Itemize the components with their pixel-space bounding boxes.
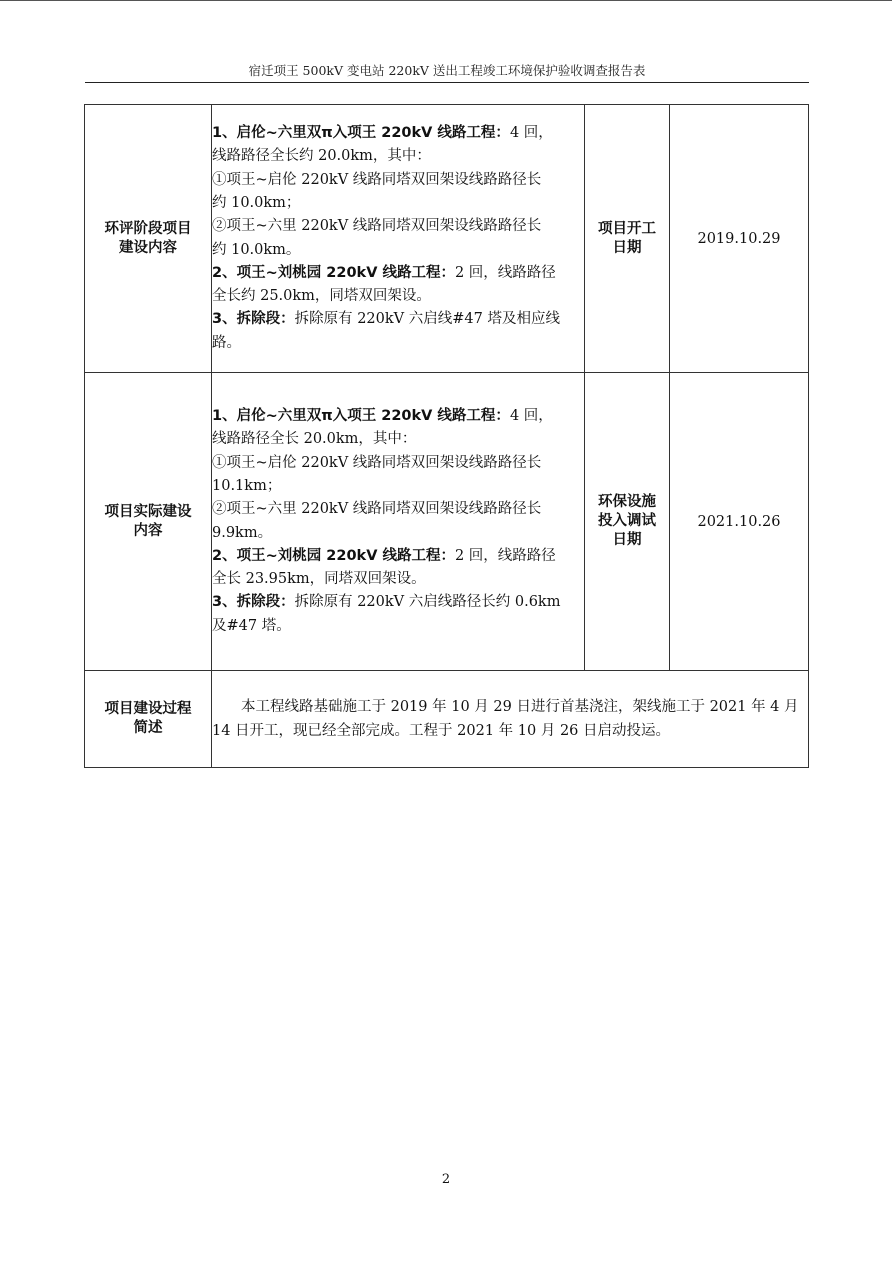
item-text: ②项王~六里 220kV 线路同塔双回架设线路路径长: [212, 501, 542, 518]
process-summary-content: [212, 671, 809, 768]
start-date-label: [585, 105, 670, 373]
row-label-eia-stage: [85, 105, 212, 373]
item-heading: 3、拆除段：: [212, 594, 295, 611]
item-heading: 1、启伦~六里双π入项王 220kV 线路工程：: [212, 408, 510, 425]
label-line: 日期: [612, 239, 642, 256]
item-text: 约 10.0km；: [212, 194, 301, 211]
item-text: ②项王~六里 220kV 线路同塔双回架设线路路径长: [212, 218, 542, 235]
table-row-process-summary: [85, 671, 809, 768]
project-info-table: [84, 104, 809, 768]
label-line: 建设内容: [119, 239, 177, 256]
item-text: ①项王~启伦 220kV 线路同塔双回架设线路路径长: [212, 454, 542, 471]
content-line: [212, 428, 584, 451]
item-text: 2 回，线路路径: [454, 264, 556, 281]
item-text: 全长 23.95km，同塔双回架设。: [212, 571, 426, 588]
report-header-title: 宿迁项王 500kV 变电站 220kV 送出工程竣工环境保护验收调查报告表: [248, 63, 646, 78]
row-label-process-summary: [85, 671, 212, 768]
item-text: 线路路径全长约 20.0km，其中：: [212, 148, 431, 165]
item-text: 4 回，: [509, 125, 553, 142]
content-line: [212, 452, 584, 475]
content-line: [212, 122, 584, 145]
item-text: 线路路径全长 20.0km，其中：: [212, 431, 417, 448]
header-rule: [85, 82, 809, 83]
item-heading: 2、项王~刘桃园 220kV 线路工程：: [212, 264, 455, 281]
label-line: 项目开工: [598, 220, 656, 237]
item-text: 拆除原有 220kV 六启线#47 塔及相应线: [294, 311, 560, 328]
item-heading: 3、拆除段：: [212, 311, 295, 328]
row-label-actual-construction: [85, 373, 212, 671]
item-text: 全长约 25.0km，同塔双回架设。: [212, 288, 431, 305]
label-line: 环评阶段项目: [104, 220, 192, 237]
table-row-actual-construction: [85, 373, 809, 671]
item-text: 2 回，线路路径: [454, 547, 556, 564]
content-line: [212, 215, 584, 238]
item-heading: 1、启伦~六里双π入项王 220kV 线路工程：: [212, 125, 510, 142]
item-text: 拆除原有 220kV 六启线路径长约 0.6km: [294, 594, 561, 611]
table-row-eia-stage: [85, 105, 809, 373]
summary-text: 本工程线路基础施工于 2019 年 10 月 29 日进行首基浇注，架线施工于 2021 年 4 月 14 日开工，现已经全部完成。工程于 2021 年 10 月 26 日启动投运。: [212, 699, 799, 739]
label-line: 内容: [133, 522, 163, 539]
content-line: [212, 262, 584, 285]
content-line: [212, 498, 584, 521]
item-text: 约 10.0km。: [212, 241, 301, 258]
content-line: [212, 308, 584, 331]
eia-stage-content: [212, 105, 585, 373]
label-line: 简述: [133, 720, 163, 736]
content-line: [212, 285, 584, 308]
label-line: 日期: [612, 532, 642, 548]
commissioning-date-label: [585, 373, 670, 671]
page-number: 2: [441, 1172, 451, 1187]
item-text: 路。: [212, 334, 241, 351]
label-line: 投入调试: [598, 513, 656, 529]
content-line: [212, 475, 584, 498]
content-line: [212, 591, 584, 614]
content-line: [212, 568, 584, 591]
actual-construction-content: [212, 373, 585, 671]
label-line: 项目实际建设: [104, 503, 192, 520]
page-top-border: [0, 0, 892, 1]
content-line: [212, 522, 584, 545]
content-line: [212, 145, 584, 168]
item-text: ①项王~启伦 220kV 线路同塔双回架设线路路径长: [212, 171, 542, 188]
item-heading: 2、项王~刘桃园 220kV 线路工程：: [212, 547, 455, 564]
item-text: 10.1km；: [212, 477, 282, 494]
item-text: 及#47 塔。: [212, 617, 291, 634]
content-line: [212, 545, 584, 568]
item-text: 9.9km。: [212, 524, 273, 541]
label-line: 环保设施: [598, 494, 656, 510]
content-line: [212, 332, 584, 355]
item-text: 4 回，: [509, 408, 553, 425]
content-line: [212, 239, 584, 262]
content-line: [212, 192, 584, 215]
commissioning-date-value: 2021.10.26: [670, 373, 809, 671]
start-date-value: 2019.10.29: [670, 105, 809, 373]
content-line: [212, 405, 584, 428]
content-line: [212, 615, 584, 638]
content-line: [212, 169, 584, 192]
label-line: 项目建设过程: [104, 701, 192, 717]
